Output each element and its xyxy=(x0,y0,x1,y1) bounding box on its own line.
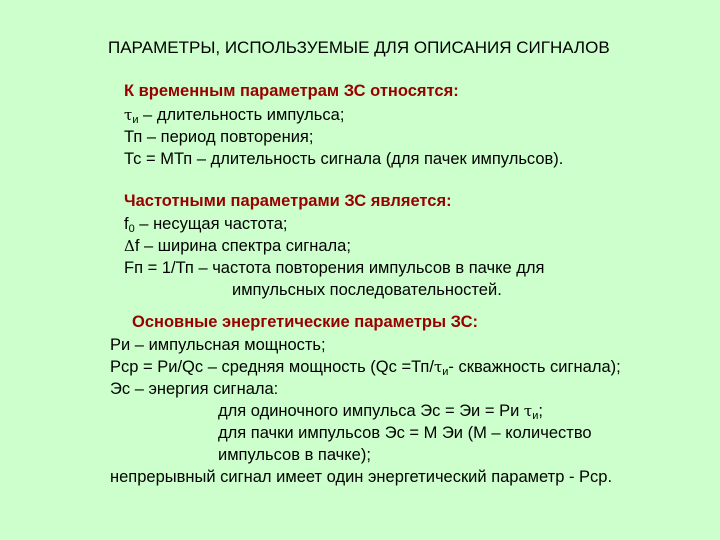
single-tau-symbol: τ xyxy=(523,402,533,420)
pack-line-2 xyxy=(218,444,371,466)
pcp-suffix: - скважность сигнала); xyxy=(448,358,621,376)
freq-params-heading-line xyxy=(124,190,452,212)
pack-text-2: импульсов в пачке); xyxy=(218,446,371,464)
single-suffix: ; xyxy=(538,402,543,420)
f0-symbol: f xyxy=(124,215,129,233)
pcp-tau-symbol: τ xyxy=(433,358,443,376)
df-line xyxy=(124,235,351,257)
energy-params-heading-line xyxy=(132,311,478,333)
energy-params-heading: Основные энергетические параметры ЗС xyxy=(132,313,473,331)
fp-text-2: импульсных последовательностей. xyxy=(232,281,502,299)
time-params-heading: К временным параметрам ЗС относятся xyxy=(124,82,454,100)
time-params-heading-line xyxy=(124,80,459,102)
pi-line xyxy=(110,334,326,356)
tau-sub: и xyxy=(132,114,139,126)
pack-line-1 xyxy=(218,422,592,444)
pcp-tau-sub: и xyxy=(442,366,449,378)
freq-params-heading: Частотными параметрами ЗС является xyxy=(124,192,447,210)
fp-line-1 xyxy=(124,257,544,279)
slide-title xyxy=(108,38,708,58)
period-text: Тп – период повторения; xyxy=(124,128,314,146)
delta-symbol: Δ xyxy=(124,237,135,255)
continuous-line xyxy=(110,466,612,488)
freq-params-colon: : xyxy=(446,192,452,210)
tau-text: – длительность импульса; xyxy=(138,106,345,124)
period-line xyxy=(124,126,313,148)
pi-text: Ри – импульсная мощность; xyxy=(110,336,326,354)
es-line xyxy=(110,378,278,400)
fp-text-1: Fп = 1/Тп – частота повторения импульсов в пачке для xyxy=(124,259,545,277)
time-params-colon: : xyxy=(453,82,459,100)
pcp-prefix: Рср = Ри/Qс – средняя мощность (Qс =Тп/ xyxy=(110,358,434,376)
single-tau-sub: и xyxy=(532,410,539,422)
energy-params-colon: : xyxy=(472,313,479,331)
tau-symbol: τ xyxy=(124,106,133,124)
f0-sub: 0 xyxy=(128,223,135,235)
es-text: Эс – энергия сигнала: xyxy=(110,380,279,398)
title-main: ПАРАМЕТРЫ, ИСПОЛЬЗУЕМЫЕ ДЛЯ ОПИСАНИЯ СИГНАЛ xyxy=(108,38,586,57)
continuous-text: непрерывный сигнал имеет один энергетический параметр - Рср. xyxy=(110,468,613,486)
pack-text-1: для пачки импульсов Эс = М Эи (М – количество xyxy=(218,424,592,442)
single-prefix: для одиночного импульса Эс = Эи = Ри xyxy=(218,402,524,420)
title-suffix: ОВ xyxy=(585,38,610,57)
duration-text: Тс = МТп – длительность сигнала (для пачек импульсов). xyxy=(124,150,564,168)
fp-line-2 xyxy=(232,279,502,301)
duration-line xyxy=(124,148,563,170)
df-text: f – ширина спектра сигнала; xyxy=(134,237,351,255)
f0-text: – несущая частота; xyxy=(134,215,288,233)
